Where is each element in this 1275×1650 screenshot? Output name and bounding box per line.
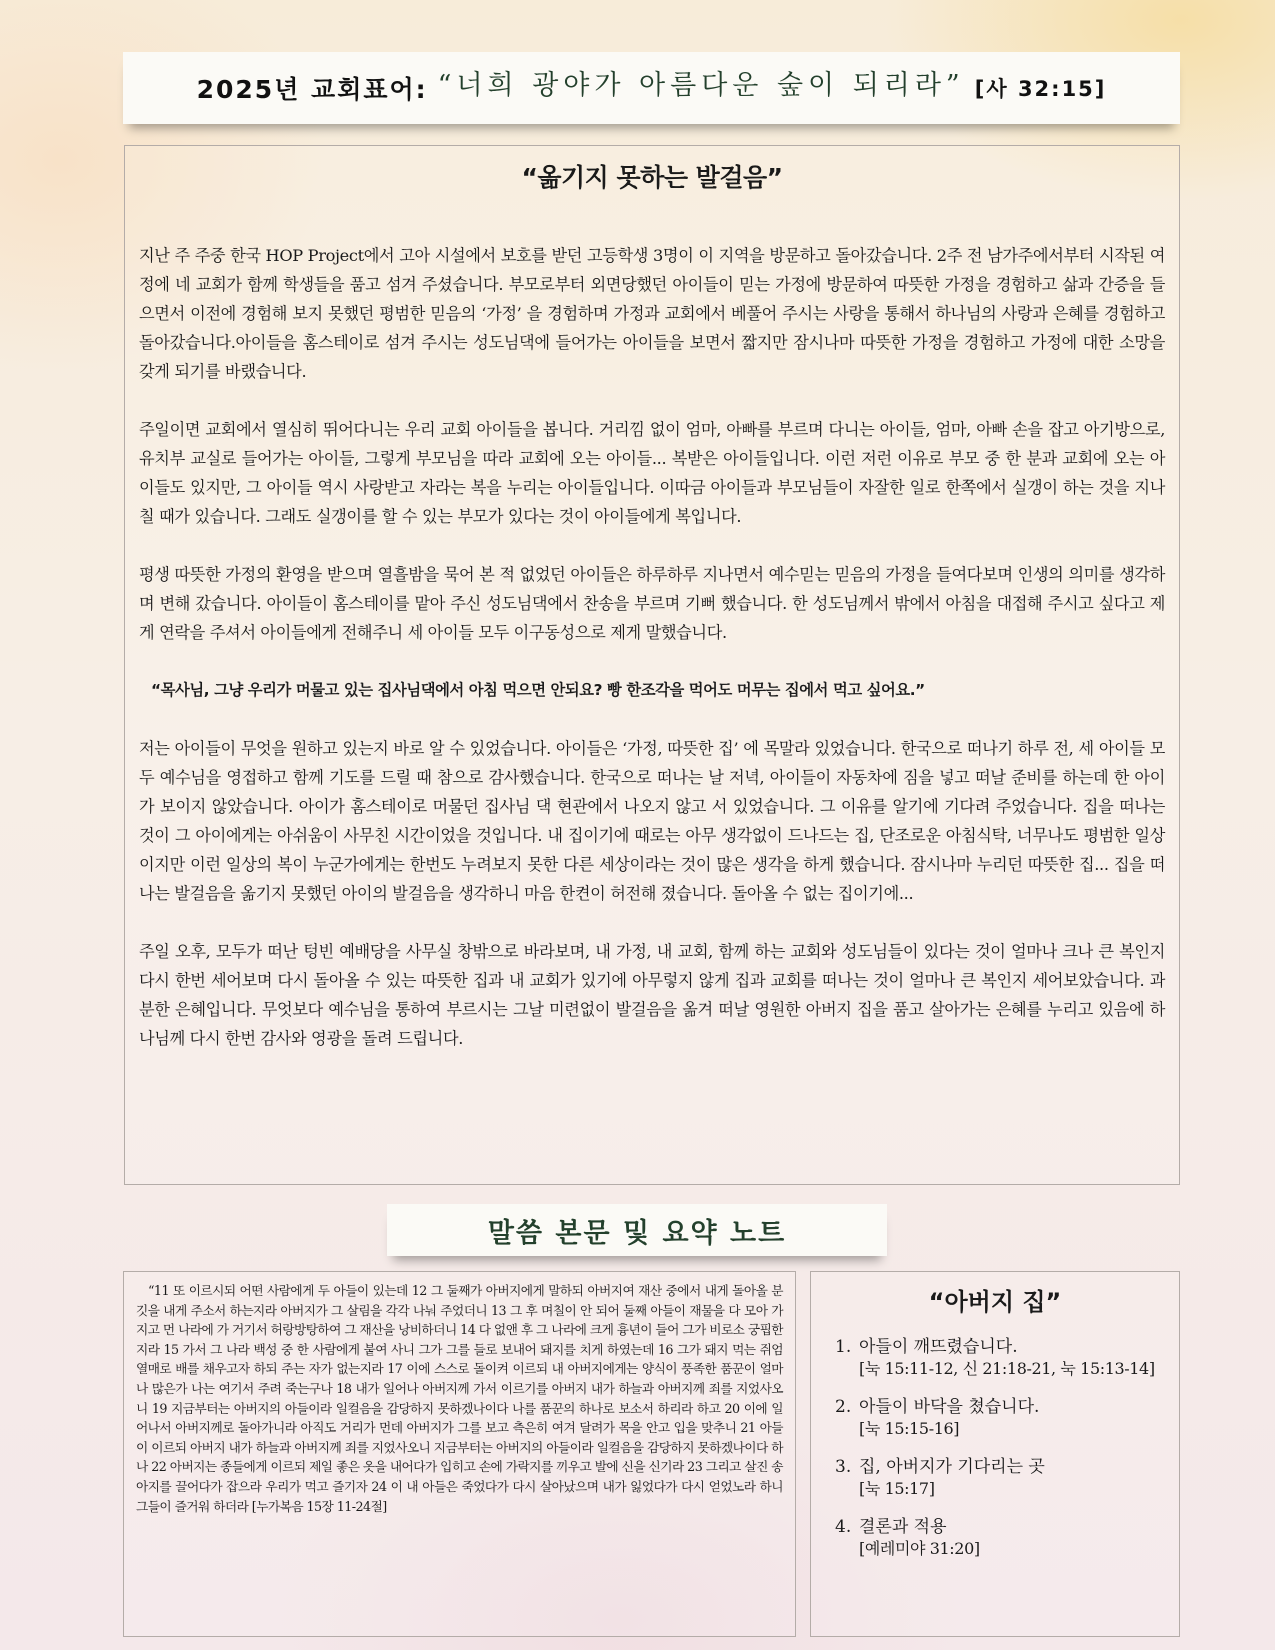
column-paragraph: 평생 따뜻한 가정의 환영을 받으며 열흘밤을 묵어 본 적 없었던 아이들은 하루하루 지나면서 예수믿는 믿음의 가정을 들여다보며 인생의 의미를 생각하며 변해 갔습니다. 아이들이 홈스테이를 맡아 주신 성도님댁에서 찬송을 부르며 기뻐 했습니다. 한 성도님께서 밖에서 아침을 대접해 주시고 싶다고 제게 연락을 주셔서 아이들에게 전해주니 세 아이들 모두 이구동성으로 제게 말했습니다. <box>139 565 1165 642</box>
motto-reference: [사 32:15] <box>974 77 1107 101</box>
note-number: 1. <box>835 1337 852 1357</box>
note-reference: [예레미야 31:20] <box>859 1539 980 1558</box>
sermon-note-item <box>825 1397 1165 1439</box>
column-paragraph: 주일 오후, 모두가 떠난 텅빈 예배당을 사무실 창밖으로 바라보며, 내 가정, 내 교회, 함께 하는 교회와 성도님들이 있다는 것이 얼마나 크나 큰 복인지 다시 한번 세어보며 다시 돌아올 수 있는 따뜻한 집과 내 교회가 있기에 아무렇지 않게 집과 교회를 떠나는 것이 얼마나 큰 복인지 세어보았습니다. 과분한 은혜입니다. 무엇보다 예수님을 통하여 부르시는 그날 미련없이 발걸음을 옮겨 떠날 영원한 아버지 집을 품고 살아가는 은혜를 누리고 있음에 하나님께 다시 한번 감사와 영광을 돌려 드립니다. <box>139 942 1166 1048</box>
note-text: 아들이 바닥을 쳤습니다. <box>859 1397 1040 1417</box>
column-paragraph: 주일이면 교회에서 열심히 뛰어다니는 우리 교회 아이들을 봅니다. 거리낌 없이 엄마, 아빠를 부르며 다니는 아이들, 엄마, 아빠 손을 잡고 아기방으로, 유치부 교실로 들어가는 아이들, 그렇게 부모님을 따라 교회에 오는 아이들... 복받은 아이들입니다. 이런 저런 이유로 부모 중 한 분과 교회에 오는 아이들도 있지만, 그 아이들 역시 사랑받고 자라는 복을 누리는 아이들입니다. 이따금 아이들과 부모님들이 자잘한 일로 한쪽에서 실갱이 하는 것을 지나칠 때가 있습니다. 그래도 실갱이를 할 수 있는 부모가 있다는 것이 아이들에게 복입니다. <box>139 420 1165 526</box>
sermon-note-item <box>825 1337 1165 1379</box>
column-paragraph: 저는 아이들이 무엇을 원하고 있는지 바로 알 수 있었습니다. 아이들은 ‘가정, 따뜻한 집’ 에 목말라 있었습니다. 한국으로 떠나기 하루 전, 세 아이들 모두 예수님을 영접하고 함께 기도를 드릴 때 참으로 감사했습니다. 한국으로 떠나는 날 저녁, 아이들이 자동차에 짐을 넣고 떠날 준비를 하는데 한 아이가 보이지 않았습니다. 아이가 홈스테이로 머물던 집사님 댁 현관에서 나오지 않고 서 있었습니다. 그 이유를 알기에 기다려 주었습니다. 집을 떠나는 것이 그 아이에게는 아쉬움이 사무친 시간이었을 것입니다. 내 집이기에 때로는 아무 생각없이 드나드는 집, 단조로운 아침식탁, 너무나도 평범한 일상이지만 이런 일상의 복이 누군가에게는 한번도 누려보지 못한 다른 세상이라는 것이 많은 생각을 하게 했습니다. 잠시나마 누리던 따뜻한 집... 집을 떠나는 발걸음을 옮기지 못했던 아이의 발걸음을 생각하니 마음 한켠이 허전해 졌습니다. 돌아올 수 없는 집이기에... <box>139 739 1165 903</box>
note-number: 2. <box>835 1397 852 1417</box>
scripture-section-title: 말씀 본문 및 요약 노트 <box>487 1217 787 1249</box>
column-title: “옮기지 못하는 발걸음” <box>521 163 783 192</box>
scripture-passage-box <box>123 1271 796 1637</box>
sermon-note-item <box>825 1517 1165 1559</box>
note-reference: [눅 15:17] <box>859 1479 935 1498</box>
scripture-section-banner <box>387 1204 887 1256</box>
scripture-text: “11 또 이르시되 어떤 사람에게 두 아들이 있는데 12 그 둘째가 아버지에게 말하되 아버지여 재산 중에서 내게 돌아올 분깃을 내게 주소서 하는지라 아버지가 그 살림을 각각 나눠 주었더니 13 그 후 며칠이 안 되어 둘째 아들이 재물을 다 모아 가지고 먼 나라에 가 거기서 허랑방탕하여 그 재산을 낭비하더니 14 다 없앤 후 그 나라에 크게 흉년이 들어 그가 비로소 궁핍한지라 15 가서 그 나라 백성 중 한 사람에게 붙여 사니 그가 그를 들로 보내어 돼지를 치게 하였는데 16 그가 돼지 먹는 쥐엄 열매로 배를 채우고자 하되 주는 자가 없는지라 17 이에 스스로 돌이켜 이르되 내 아버지에게는 양식이 풍족한 품꾼이 얼마나 많은가 나는 여기서 주려 죽는구나 18 내가 일어나 아버지께 가서 이르기를 아버지 내가 하늘과 아버지께 죄를 지었사오니 19 지금부터는 아버지의 아들이라 일컬음을 감당하지 못하겠나이다 나를 품꾼의 하나로 보소서 하리라 하고 20 이에 일어나서 아버지께로 돌아가니라 아직도 거리가 먼데 아버지가 그를 보고 측은히 여겨 달려가 목을 안고 입을 맞추니 21 아들이 이르되 아버지 내가 하늘과 아버지께 죄를 지었사오니 지금부터는 아버지의 아들이라 일컬음을 감당하지 못하겠나이다 하나 22 아버지는 종들에게 이르되 제일 좋은 옷을 내어다가 입히고 손에 가락지를 끼우고 발에 신을 신기라 23 그리고 살진 송아지를 끌어다가 잡으라 우리가 먹고 즐기자 24 이 내 아들은 죽었다가 다시 살아났으며 내가 잃었다가 다시 얻었노라 하니 그들이 즐거워 하더라 [누가복음 15장 11-24절] <box>136 1283 783 1514</box>
note-text: 아들이 깨뜨렸습니다. <box>859 1337 1018 1357</box>
sermon-note-item <box>825 1457 1165 1499</box>
note-number: 3. <box>835 1457 852 1477</box>
note-reference: [눅 15:11-12, 신 21:18-21, 눅 15:13-14] <box>859 1359 1155 1378</box>
note-reference: [눅 15:15-16] <box>859 1419 960 1438</box>
church-motto: “너희 광야가 아름다운 숲이 되리라” <box>437 69 965 101</box>
pastor-column <box>124 145 1180 1185</box>
note-text: 결론과 적용 <box>859 1517 947 1537</box>
note-text: 집, 아버지가 기다리는 곳 <box>859 1457 1045 1477</box>
church-motto-banner <box>123 52 1180 124</box>
motto-year-label: 2025년 교회표어: <box>196 75 428 104</box>
column-quote: “목사님, 그냥 우리가 머물고 있는 집사님댁에서 아침 먹으면 안되요? 빵 한조각을 먹어도 머무는 집에서 먹고 싶어요.” <box>151 681 925 699</box>
column-paragraph: 지난 주 주중 한국 HOP Project에서 고아 시설에서 보호를 받던 고등학생 3명이 이 지역을 방문하고 돌아갔습니다. 2주 전 남가주에서부터 시작된 여정에 네 교회가 함께 학생들을 품고 섬겨 주셨습니다. 부모로부터 외면당했던 아이들이 믿는 가정에 방문하여 따뜻한 가정을 경험하고 삶과 간증을 들으면서 이전에 경험해 보지 못했던 평범한 믿음의 ‘가정’ 을 경험하며 가정과 교회에서 베풀어 주시는 사랑을 통해서 하나님의 사랑과 은혜를 경험하고 돌아갔습니다.아이들을 홈스테이로 섬겨 주시는 성도님댁에 들어가는 아이들을 보면서 짧지만 잠시나마 따뜻한 가정을 경험하고 가정에 대한 소망을 갖게 되기를 바랬습니다. <box>139 246 1165 381</box>
note-number: 4. <box>835 1517 852 1537</box>
sermon-notes-title: “아버지 집” <box>928 1288 1062 1316</box>
sermon-notes-box <box>810 1271 1180 1637</box>
